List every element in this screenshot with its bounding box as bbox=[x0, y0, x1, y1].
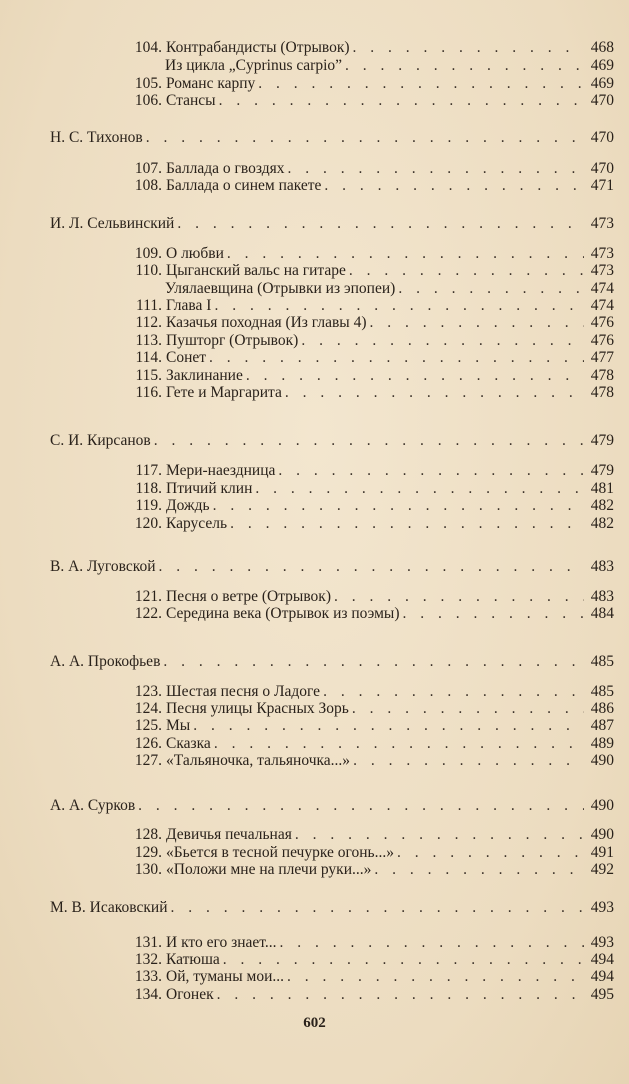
leader-dots bbox=[255, 481, 584, 497]
toc-page-number: 468 bbox=[590, 39, 614, 56]
toc-page-number: 473 bbox=[590, 245, 614, 262]
toc-page-number: 469 bbox=[590, 75, 614, 92]
toc-page-number: 473 bbox=[590, 215, 614, 232]
toc-entry-title: Казачья походная (Из главы 4) bbox=[166, 314, 367, 331]
toc-entry bbox=[124, 481, 614, 497]
toc-page-number: 485 bbox=[590, 653, 614, 670]
toc-page-number: 482 bbox=[590, 497, 614, 514]
toc-page-number: 489 bbox=[590, 735, 614, 752]
leader-dots bbox=[279, 935, 584, 951]
toc-entry bbox=[124, 827, 614, 843]
toc-entry bbox=[124, 753, 614, 769]
toc-entry bbox=[124, 862, 614, 878]
toc-page-number: 469 bbox=[590, 57, 614, 74]
toc-entry-number: 105. bbox=[134, 75, 162, 92]
toc-entry-title: Шестая песня о Ладоге bbox=[166, 683, 321, 700]
leader-dots bbox=[223, 952, 584, 968]
leader-dots bbox=[352, 701, 584, 717]
leader-dots bbox=[353, 753, 584, 769]
leader-dots bbox=[177, 216, 584, 232]
leader-dots bbox=[403, 606, 585, 622]
toc-entry-number: 125. bbox=[134, 717, 162, 734]
toc-entry-title: И. Л. Сельвинский bbox=[50, 215, 175, 232]
toc-page-number: 490 bbox=[590, 797, 614, 814]
toc-entry bbox=[124, 463, 614, 479]
toc-entry bbox=[124, 987, 614, 1003]
toc-entry bbox=[124, 368, 614, 384]
toc-entry bbox=[124, 935, 614, 951]
leader-dots bbox=[227, 246, 584, 262]
toc-page-number: 486 bbox=[590, 700, 614, 717]
toc-page-number: 470 bbox=[590, 160, 614, 177]
leader-dots bbox=[287, 969, 584, 985]
toc-entry-number: 118. bbox=[135, 480, 162, 497]
leader-dots bbox=[230, 516, 584, 532]
toc-entry bbox=[124, 76, 614, 92]
toc-entry-title: Романс карпу bbox=[166, 75, 256, 92]
toc-entry-number: 116. bbox=[135, 384, 162, 401]
toc-page-number: 487 bbox=[590, 717, 614, 734]
toc-page-number: 490 bbox=[590, 826, 614, 843]
toc-entry-title: Из цикла „Cyprinus carpio” bbox=[165, 57, 343, 74]
leader-dots bbox=[154, 433, 584, 449]
leader-dots bbox=[217, 987, 584, 1003]
toc-entry-title: Песня улицы Красных Зорь bbox=[166, 700, 349, 717]
toc-entry-title: Катюша bbox=[166, 951, 220, 968]
toc-entry-number: 129. bbox=[134, 844, 162, 861]
toc-entry-number: 111. bbox=[136, 297, 162, 314]
toc-entry-number: 124. bbox=[134, 700, 162, 717]
toc-entry-number: 121. bbox=[134, 588, 162, 605]
toc-entry-title: «Бьется в тесной печурке огонь...» bbox=[166, 844, 394, 861]
toc-entry-number: 127. bbox=[134, 752, 162, 769]
toc-entry-number: 109. bbox=[134, 245, 162, 262]
leader-dots bbox=[258, 76, 584, 92]
leader-dots bbox=[170, 900, 584, 916]
toc-entry-title: Мы bbox=[166, 717, 191, 734]
toc-entry-number: 113. bbox=[135, 332, 162, 349]
toc-author-heading bbox=[50, 798, 614, 814]
toc-entry-number: 117. bbox=[135, 462, 162, 479]
toc-entry-title: Птичий клин bbox=[166, 480, 253, 497]
toc-entry-number: 108. bbox=[134, 177, 162, 194]
toc-entry-title: Ой, туманы мои... bbox=[166, 968, 284, 985]
toc-page-number: 482 bbox=[590, 515, 614, 532]
leader-dots bbox=[349, 263, 584, 279]
leader-dots bbox=[146, 130, 584, 146]
toc-page-number: 483 bbox=[590, 558, 614, 575]
toc-entry-title: Мери-наездница bbox=[166, 462, 276, 479]
leader-dots bbox=[397, 845, 584, 861]
toc-entry-number: 131. bbox=[134, 934, 162, 951]
toc-entry bbox=[124, 498, 614, 514]
toc-page-number: 484 bbox=[590, 605, 614, 622]
toc-entry bbox=[124, 684, 614, 700]
toc-entry bbox=[124, 385, 614, 401]
toc-page-number: 483 bbox=[590, 588, 614, 605]
toc-entry bbox=[124, 845, 614, 861]
toc-entry-title: Дождь bbox=[166, 497, 210, 514]
toc-entry-title: И кто его знает... bbox=[166, 934, 277, 951]
toc-entry-number: 119. bbox=[135, 497, 162, 514]
toc-page-number: 485 bbox=[590, 683, 614, 700]
toc-entry-number: 110. bbox=[135, 262, 162, 279]
toc-entry-title: А. А. Сурков bbox=[50, 797, 136, 814]
toc-entry-title: Стансы bbox=[166, 92, 216, 109]
leader-dots bbox=[301, 333, 584, 349]
toc-entry-title: А. А. Прокофьев bbox=[50, 653, 161, 670]
toc-entry-title: Н. С. Тихонов bbox=[50, 129, 143, 146]
leader-dots bbox=[278, 463, 584, 479]
toc-page-number: 478 bbox=[590, 384, 614, 401]
toc-entry-number: 128. bbox=[134, 826, 162, 843]
toc-entry-title: Середина века (Отрывок из поэмы) bbox=[166, 605, 400, 622]
leader-dots bbox=[370, 315, 584, 331]
toc-entry bbox=[124, 93, 614, 109]
leader-dots bbox=[287, 161, 584, 177]
toc-entry-number: 130. bbox=[134, 861, 162, 878]
toc-entry-number: 132. bbox=[134, 951, 162, 968]
toc-entry-title: М. В. Исаковский bbox=[50, 899, 168, 916]
leader-dots bbox=[193, 718, 584, 734]
toc-page-number: 494 bbox=[590, 951, 614, 968]
toc-entry-number: 120. bbox=[134, 515, 162, 532]
toc-entry bbox=[124, 701, 614, 717]
toc-entry bbox=[124, 246, 614, 262]
leader-dots bbox=[246, 368, 584, 384]
toc-entry-title: Карусель bbox=[166, 515, 228, 532]
leader-dots bbox=[159, 559, 584, 575]
toc-page-number: 481 bbox=[590, 480, 614, 497]
toc-entry bbox=[124, 350, 614, 366]
leader-dots bbox=[398, 281, 584, 297]
toc-page-number: 474 bbox=[590, 280, 614, 297]
toc-entry-number: 114. bbox=[135, 349, 162, 366]
toc-entry-title: Огонек bbox=[166, 986, 214, 1003]
leader-dots bbox=[214, 298, 584, 314]
toc-page-number: 477 bbox=[590, 349, 614, 366]
toc-entry-title: Сонет bbox=[166, 349, 207, 366]
leader-dots bbox=[214, 736, 584, 752]
toc-page-number: 495 bbox=[590, 986, 614, 1003]
toc-entry-title: Заклинание bbox=[166, 367, 243, 384]
toc-page-number: 492 bbox=[590, 861, 614, 878]
toc-entry-number: 126. bbox=[134, 735, 162, 752]
toc-entry bbox=[124, 589, 614, 605]
toc-page-number: 494 bbox=[590, 968, 614, 985]
leader-dots bbox=[138, 798, 584, 814]
toc-entry-number: 112. bbox=[135, 314, 162, 331]
toc-author-heading bbox=[50, 130, 614, 146]
toc-entry bbox=[124, 161, 614, 177]
toc-entry-number: 104. bbox=[134, 39, 162, 56]
toc-entry bbox=[124, 969, 614, 985]
toc-entry bbox=[124, 315, 614, 331]
toc-entry bbox=[124, 718, 614, 734]
toc-entry-title: Баллада о синем пакете bbox=[166, 177, 322, 194]
toc-page-number: 476 bbox=[590, 332, 614, 349]
toc-entry bbox=[124, 263, 614, 279]
toc-page-number: 490 bbox=[590, 752, 614, 769]
toc-entry-title: Гете и Маргарита bbox=[166, 384, 282, 401]
leader-dots bbox=[213, 498, 584, 514]
leader-dots bbox=[345, 58, 584, 74]
toc-page-number: 478 bbox=[590, 367, 614, 384]
toc-page-number: 479 bbox=[590, 462, 614, 479]
toc-entry bbox=[124, 40, 614, 56]
toc-entry bbox=[124, 298, 614, 314]
toc-entry-title: Глава I bbox=[166, 297, 212, 314]
leader-dots bbox=[285, 385, 584, 401]
toc-entry-number: 134. bbox=[134, 986, 162, 1003]
toc-page-number: 470 bbox=[590, 92, 614, 109]
toc-entry-number: 107. bbox=[134, 160, 162, 177]
toc-page-number: 473 bbox=[590, 262, 614, 279]
toc-entry bbox=[124, 178, 614, 194]
toc-page-number: 474 bbox=[590, 297, 614, 314]
leader-dots bbox=[163, 654, 584, 670]
leader-dots bbox=[334, 589, 584, 605]
toc-entry bbox=[124, 606, 614, 622]
toc-page-number: 493 bbox=[590, 934, 614, 951]
toc-entry bbox=[124, 952, 614, 968]
toc-entry-title: В. А. Луговской bbox=[50, 558, 156, 575]
toc-entry bbox=[124, 516, 614, 532]
leader-dots bbox=[374, 862, 584, 878]
toc-author-heading bbox=[50, 559, 614, 575]
toc-page-number: 479 bbox=[590, 432, 614, 449]
toc-author-heading bbox=[50, 654, 614, 670]
toc-entry bbox=[165, 281, 614, 297]
toc-entry-title: Песня о ветре (Отрывок) bbox=[166, 588, 331, 605]
toc-entry bbox=[124, 736, 614, 752]
toc-entry-number: 122. bbox=[134, 605, 162, 622]
toc-entry-title: «Положи мне на плечи руки...» bbox=[166, 861, 372, 878]
toc-page-number: 471 bbox=[590, 177, 614, 194]
toc-author-heading bbox=[50, 433, 614, 449]
toc-entry-number: 123. bbox=[134, 683, 162, 700]
toc-page-number: 491 bbox=[590, 844, 614, 861]
toc-entry-number: 115. bbox=[135, 367, 162, 384]
toc-entry-number: 106. bbox=[134, 92, 162, 109]
toc-entry-title: О любви bbox=[166, 245, 224, 262]
toc-entry-title: Цыганский вальс на гитаре bbox=[166, 262, 346, 279]
toc-entry-number: 133. bbox=[134, 968, 162, 985]
toc-entry-title: Улялаевщина (Отрывки из эпопеи) bbox=[165, 280, 396, 297]
toc-entry-title: Пушторг (Отрывок) bbox=[166, 332, 299, 349]
leader-dots bbox=[295, 827, 584, 843]
toc-entry-title: С. И. Кирсанов bbox=[50, 432, 151, 449]
toc-entry-title: Сказка bbox=[166, 735, 211, 752]
leader-dots bbox=[353, 40, 584, 56]
leader-dots bbox=[324, 178, 584, 194]
toc-entry-title: Контрабандисты (Отрывок) bbox=[166, 39, 350, 56]
toc-entry bbox=[165, 58, 614, 74]
toc-entry-title: Девичья печальная bbox=[166, 826, 292, 843]
toc-entry-title: Баллада о гвоздях bbox=[166, 160, 285, 177]
leader-dots bbox=[323, 684, 584, 700]
toc-author-heading bbox=[50, 216, 614, 232]
page-number: 602 bbox=[303, 1015, 326, 1031]
toc-entry-title: «Тальяночка, тальяночка...» bbox=[166, 752, 351, 769]
toc-page-number: 476 bbox=[590, 314, 614, 331]
leader-dots bbox=[219, 93, 584, 109]
toc-page-number: 493 bbox=[590, 899, 614, 916]
toc-entry bbox=[124, 333, 614, 349]
toc-author-heading bbox=[50, 900, 614, 916]
toc-page-number: 470 bbox=[590, 129, 614, 146]
leader-dots bbox=[209, 350, 584, 366]
